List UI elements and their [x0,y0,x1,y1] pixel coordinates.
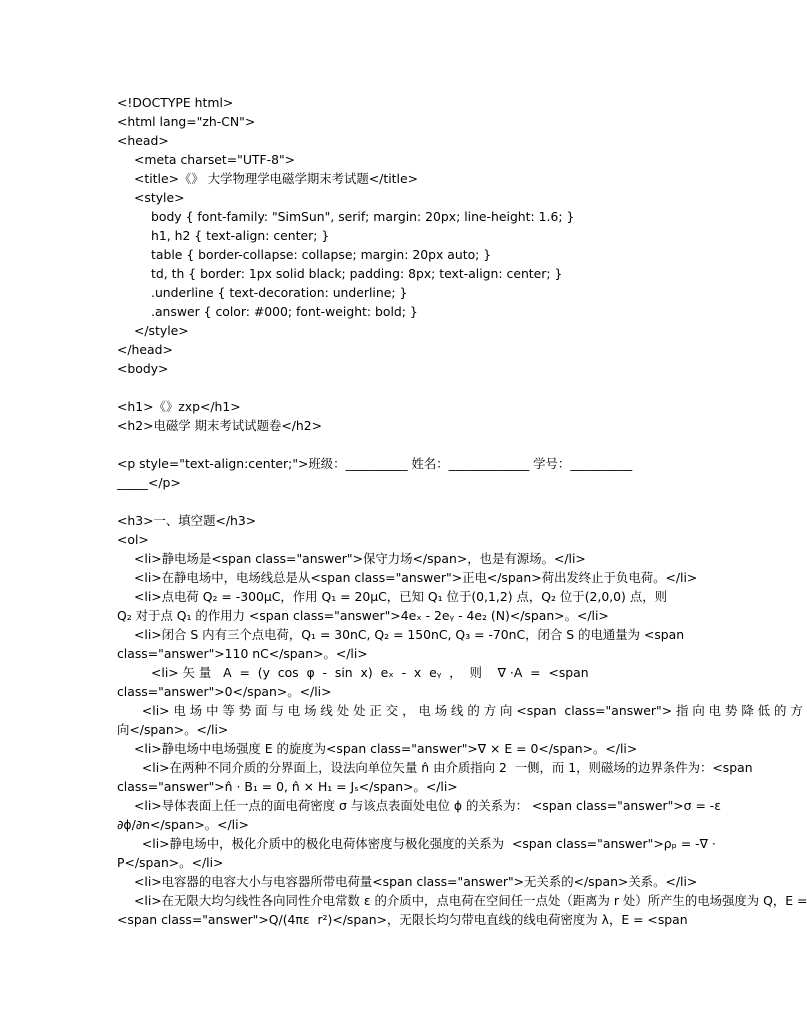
code-line: td, th { border: 1px solid black; padding: 8px; text-align: center; } [151,266,563,281]
code-line: <li>静电场中，极化介质中的极化电荷体密度与极化强度的关系为 <span class="answer">ρₚ = -∇ · [134,836,716,851]
code-line [117,435,653,454]
code-line: <h3>一、填空题</h3> [117,513,257,528]
code-line: <li>在两种不同介质的分界面上，设法向单位矢量 n̂ 由介质指向 2 一侧，而 1，则磁场的边界条件为：<span [134,760,753,775]
code-line: <li>导体表面上任一点的面电荷密度 σ 与该点表面处电位 ϕ 的关系为： <span class="answer">σ = -ε [134,798,721,813]
code-line: <!DOCTYPE html> [117,95,234,110]
code-line: ∂ϕ/∂n</span>。</li> [117,817,249,832]
code-line: <h1>《》zxp</h1> [117,399,241,414]
code-line: <li> 矢 量 A = (y cos φ - sin x) eₓ - x eᵧ ， 则 ∇ ·A = <span [151,665,589,680]
code-line: <p style="text-align:center;">班级：__________ 姓名：_____________ 学号：__________ [117,456,633,471]
code-line: <li>点电荷 Q₂ = -300μC，作用 Q₁ = 20μC，已知 Q₁ 位于(0,1,2) 点，Q₂ 位于(2,0,0) 点，则 [134,589,667,604]
code-line: <title>《》 大学物理学电磁学期末考试题</title> [134,171,418,186]
code-line: <li>静电场中电场强度 E 的旋度为<span class="answer">∇ × E = 0</span>。</li> [134,741,638,756]
code-line: <li>在静电场中，电场线总是从<span class="answer">正电</span>荷出发终止于负电荷。</li> [134,570,698,585]
code-line [117,378,653,397]
code-line: <head> [117,133,169,148]
code-line [117,492,653,511]
code-line: <li>电容器的电容大小与电容器所带电荷量<span class="answer">无关系的</span>关系。</li> [134,874,698,889]
code-line: body { font-family: "SimSun", serif; margin: 20px; line-height: 1.6; } [151,209,575,224]
code-line: <html lang="zh-CN"> [117,114,256,129]
code-line: 向</span>。</li> [117,722,229,737]
code-line: <ol> [117,532,149,547]
code-line: .answer { color: #000; font-weight: bold; } [151,304,418,319]
code-line: <span class="answer">Q/(4πε r²)</span>，无限长均匀带电直线的线电荷密度为 λ，E = <span [117,912,688,927]
code-line: <meta charset="UTF-8"> [134,152,296,167]
code-line: <h2>电磁学 期末考试试题卷</h2> [117,418,323,433]
code-line: <li> 电 场 中 等 势 面 与 电 场 线 处 处 正 交 ， 电 场 线 的 方 向 <span class="answer"> 指 向 电 势 降 低 的 方 [134,703,803,718]
code-line: <style> [134,190,185,205]
code-line: class="answer">0</span>。</li> [117,684,332,699]
code-line: P</span>。</li> [117,855,224,870]
code-line: class="answer">110 nC</span>。</li> [117,646,368,661]
code-line: </head> [117,342,173,357]
code-line: <body> [117,361,169,376]
code-line: _____</p> [117,475,181,490]
code-line: <li>静电场是<span class="answer">保守力场</span>，也是有源场。</li> [134,551,586,566]
code-line: <li>在无限大均匀线性各向同性介电常数 ε 的介质中，点电荷在空间任一点处（距离为 r 处）所产生的电场强度为 Q，E = [134,893,807,908]
code-line: <li>闭合 S 内有三个点电荷，Q₁ = 30nC, Q₂ = 150nC, Q₃ = -70nC，闭合 S 的电通量为 <span [134,627,685,642]
code-line: </style> [134,323,189,338]
code-line: class="answer">n̂ · B₁ = 0, n̂ × H₁ = Jₛ</span>。</li> [117,779,458,794]
code-line: h1, h2 { text-align: center; } [151,228,330,243]
document-body [117,93,807,929]
code-line: .underline { text-decoration: underline; } [151,285,408,300]
code-line: table { border-collapse: collapse; margin: 20px auto; } [151,247,492,262]
code-line: Q₂ 对于点 Q₁ 的作用力 <span class="answer">4eₓ - 2eᵧ - 4e₂ (N)</span>。</li> [117,608,609,623]
